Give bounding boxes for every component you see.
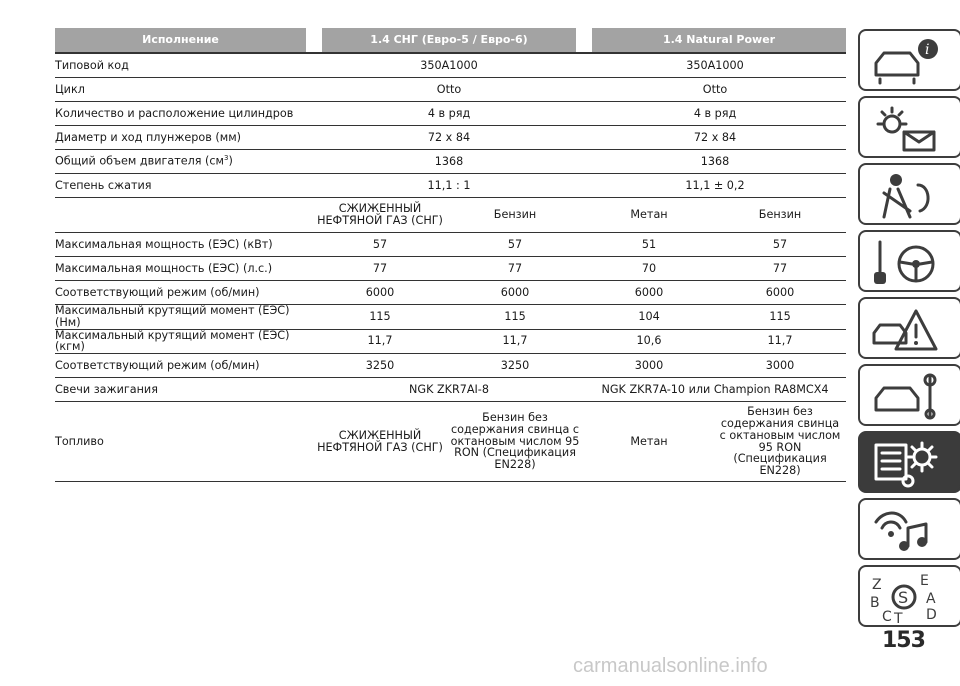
warning-light-icon: [870, 104, 940, 154]
row-value: NGK ZKR7A-10 или Champion RA8MCX4: [584, 378, 846, 402]
table-row: [55, 354, 846, 378]
chapter-tab-starting-driving[interactable]: [858, 230, 960, 292]
table-row: [55, 150, 846, 174]
row-label: Максимальная мощность (ЕЭС) (кВт): [55, 233, 314, 257]
watermark: carmanualsonline.info: [573, 655, 768, 677]
chapter-tab-maintenance[interactable]: [858, 364, 960, 426]
row-label: Топливо: [55, 402, 314, 482]
row-value: 51: [584, 233, 714, 257]
svg-text:E: E: [920, 573, 929, 589]
subheader-lpg: СЖИЖЕННЫЙ НЕФТЯНОЙ ГАЗ (СНГ): [314, 198, 446, 233]
row-label: Максимальный крутящий момент (ЕЭС) (Нм): [55, 305, 314, 330]
row-value: 3250: [446, 354, 584, 378]
table-row: [55, 402, 846, 482]
row-value: 115: [714, 305, 846, 330]
row-value: 1368: [314, 150, 584, 174]
table-header: [55, 28, 846, 53]
row-value: 11,7: [446, 329, 584, 354]
row-value: 3250: [314, 354, 446, 378]
row-value: 350A1000: [584, 53, 846, 78]
row-value: СЖИЖЕННЫЙ НЕФТЯНОЙ ГАЗ (СНГ): [314, 402, 446, 482]
header-version: Исполнение: [55, 28, 314, 53]
svg-text:D: D: [926, 607, 937, 623]
row-value: 115: [446, 305, 584, 330]
row-value: 77: [714, 257, 846, 281]
chapter-tab-index[interactable]: [858, 565, 960, 627]
car-info-icon: [870, 37, 940, 87]
table-row: [55, 257, 846, 281]
row-value: 6000: [446, 281, 584, 305]
subheader-petrol: Бензин: [446, 198, 584, 233]
fuel-subheader-row: [55, 198, 846, 233]
svg-text:B: B: [870, 595, 880, 611]
subheader-methane: Метан: [584, 198, 714, 233]
row-value: 10,6: [584, 329, 714, 354]
svg-text:i: i: [925, 42, 930, 58]
row-value: 104: [584, 305, 714, 330]
row-value: 77: [446, 257, 584, 281]
multimedia-icon: [870, 506, 940, 556]
row-value: 72 x 84: [314, 126, 584, 150]
row-value: 57: [314, 233, 446, 257]
table-row: [55, 305, 846, 330]
row-value: Метан: [584, 402, 714, 482]
row-value: 3000: [714, 354, 846, 378]
steering-key-icon: [870, 238, 940, 288]
row-value: 57: [714, 233, 846, 257]
header-lpg: 1.4 СНГ (Евро-5 / Евро-6): [314, 28, 584, 53]
row-label: Максимальный крутящий момент (ЕЭС) (кгм): [55, 329, 314, 354]
row-value: 6000: [314, 281, 446, 305]
svg-text:S: S: [898, 588, 909, 607]
row-value: 57: [446, 233, 584, 257]
row-label: Диаметр и ход плунжеров (мм): [55, 126, 314, 150]
header-natural-power: 1.4 Natural Power: [584, 28, 846, 53]
row-label: Соответствующий режим (об/мин): [55, 354, 314, 378]
row-value: 70: [584, 257, 714, 281]
row-label: Максимальная мощность (ЕЭС) (л.с.): [55, 257, 314, 281]
seatbelt-airbag-icon: [870, 171, 940, 221]
row-label: Свечи зажигания: [55, 378, 314, 402]
page-number: 153: [882, 628, 925, 653]
row-label: Общий объем двигателя $(см^3)$: [55, 150, 314, 174]
row-value: 115: [314, 305, 446, 330]
table-row: [55, 281, 846, 305]
subheader-petrol: Бензин: [714, 198, 846, 233]
table-row: [55, 378, 846, 402]
row-value: Otto: [584, 78, 846, 102]
table-row: [55, 53, 846, 78]
row-value: 11,1 : 1: [314, 174, 584, 198]
row-value: 4 в ряд: [584, 102, 846, 126]
row-value: 3000: [584, 354, 714, 378]
row-value: Бензин без содержания свинца с октановым числом 95 RON (Спецификация EN228): [446, 402, 584, 482]
emergency-car-icon: [870, 305, 940, 355]
row-value: NGK ZKR7AI-8: [314, 378, 584, 402]
row-value: Otto: [314, 78, 584, 102]
car-maintenance-icon: [870, 372, 940, 422]
specifications-table: [55, 28, 846, 482]
row-label: Типовой код: [55, 53, 314, 78]
row-value: 11,7: [714, 329, 846, 354]
row-value: 72 x 84: [584, 126, 846, 150]
table-row: [55, 78, 846, 102]
table-row: [55, 329, 846, 354]
alphabetical-index-icon: [870, 573, 940, 623]
svg-text:Z: Z: [872, 577, 882, 593]
row-label: Цикл: [55, 78, 314, 102]
svg-text:C: C: [882, 609, 892, 623]
chapter-tab-multimedia[interactable]: [858, 498, 960, 560]
table-row: [55, 233, 846, 257]
row-value: 11,7: [314, 329, 446, 354]
chapter-tab-emergency[interactable]: [858, 297, 960, 359]
row-value: 1368: [584, 150, 846, 174]
row-value: 6000: [584, 281, 714, 305]
row-label: Степень сжатия: [55, 174, 314, 198]
svg-text:A: A: [926, 591, 936, 607]
row-value: 350A1000: [314, 53, 584, 78]
chapter-tab-safety[interactable]: [858, 163, 960, 225]
row-value: 4 в ряд: [314, 102, 584, 126]
row-value: Бензин без содержания свинца с октановым числом 95 RON (Спецификация EN228): [714, 402, 846, 482]
row-label: Количество и расположение цилиндров: [55, 102, 314, 126]
row-value: 6000: [714, 281, 846, 305]
table-row: [55, 174, 846, 198]
row-value: 11,1 ± 0,2: [584, 174, 846, 198]
row-value: 77: [314, 257, 446, 281]
chapter-tab-technical-specs[interactable]: [858, 431, 960, 493]
svg-text:T: T: [894, 611, 903, 623]
specs-gear-icon: [870, 439, 940, 489]
chapter-tab-warning-lights[interactable]: [858, 96, 960, 158]
chapter-tab-car-info[interactable]: [858, 29, 960, 91]
table-row: [55, 102, 846, 126]
row-label: Соответствующий режим (об/мин): [55, 281, 314, 305]
table-row: [55, 126, 846, 150]
